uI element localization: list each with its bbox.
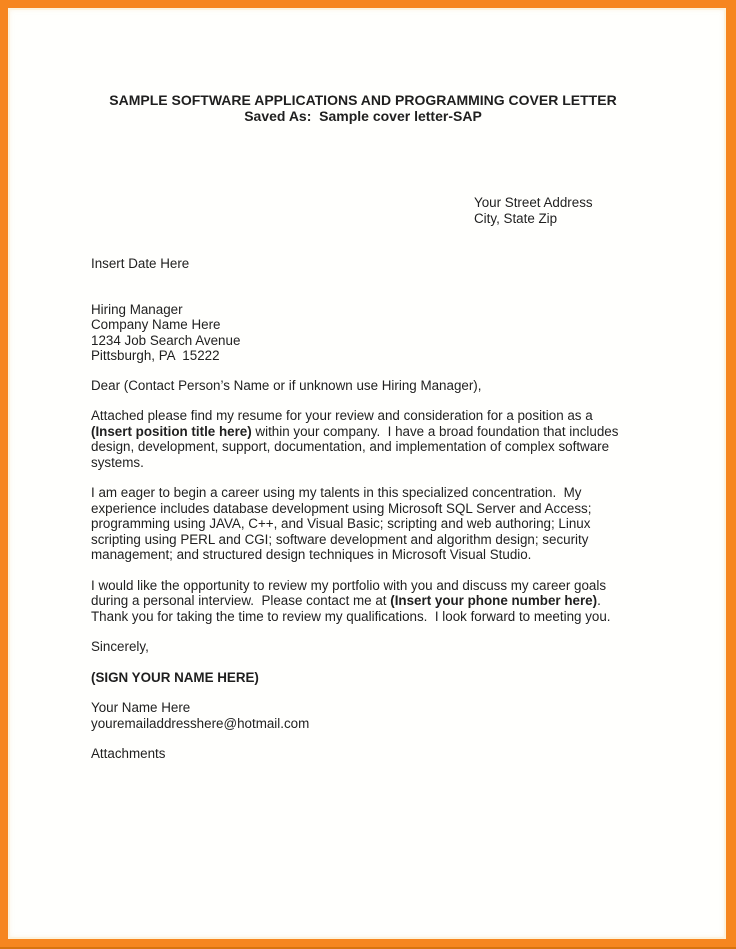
paragraph-text: . Thank you for taking the time to review my qualifications. I look forward to meeting you. bbox=[91, 593, 611, 624]
cover-letter-page bbox=[8, 8, 726, 939]
sender-street-address: Your Street Address bbox=[474, 195, 593, 210]
attachments-label: Attachments bbox=[91, 746, 166, 761]
body-paragraph-1 bbox=[91, 408, 635, 470]
recipient-city-state-zip: Pittsburgh, PA 15222 bbox=[91, 348, 220, 363]
signature-placeholder: (SIGN YOUR NAME HERE) bbox=[91, 669, 259, 685]
recipient-street: 1234 Job Search Avenue bbox=[91, 332, 241, 348]
document-title bbox=[91, 92, 635, 124]
placeholder-bold-text: (Insert your phone number here) bbox=[390, 593, 598, 608]
recipient-address-block bbox=[91, 302, 635, 364]
salutation: Dear (Contact Person’s Name or if unknown use Hiring Manager), bbox=[91, 377, 482, 393]
date-line: Insert Date Here bbox=[91, 256, 190, 271]
paragraph-text: I am eager to begin a career using my talents in this specialized concentration. My experience includes database development using Microsoft SQL Server and Access; programming using JAVA, C++, and Visual Basic; scripting and web authoring; Linux scripting using PERL and CGI; software development and algorithm design; security management; and structured design techniques in Microsoft Visual Studio. bbox=[91, 485, 596, 562]
sender-city-state-zip: City, State Zip bbox=[474, 211, 558, 226]
signature-name-block bbox=[91, 700, 635, 731]
placeholder-bold-text: (Insert position title here) bbox=[91, 423, 252, 439]
sender-name: Your Name Here bbox=[91, 700, 191, 715]
title-line-1: SAMPLE SOFTWARE APPLICATIONS AND PROGRAMMING COVER LETTER bbox=[109, 92, 617, 108]
body-paragraph-3 bbox=[91, 578, 635, 625]
paragraph-text: Attached please find my resume for your review and consideration for a position as a bbox=[91, 408, 597, 423]
sender-address-block bbox=[474, 195, 635, 227]
body-paragraph-2 bbox=[91, 485, 635, 563]
sender-email: youremailaddresshere@hotmail.com bbox=[91, 715, 310, 731]
recipient-name: Hiring Manager bbox=[91, 301, 183, 317]
closing-line: Sincerely, bbox=[91, 639, 149, 654]
recipient-company: Company Name Here bbox=[91, 317, 221, 332]
paragraph-text: within your company. I have a broad foundation that includes design, development, support, documentation, and implementation of complex software systems. bbox=[91, 423, 623, 470]
title-line-2: Saved As: Sample cover letter-SAP bbox=[244, 108, 482, 124]
paragraph-text: I would like the opportunity to review my portfolio with you and discuss my career goals during a personal interview. Please contact me at bbox=[91, 577, 610, 608]
